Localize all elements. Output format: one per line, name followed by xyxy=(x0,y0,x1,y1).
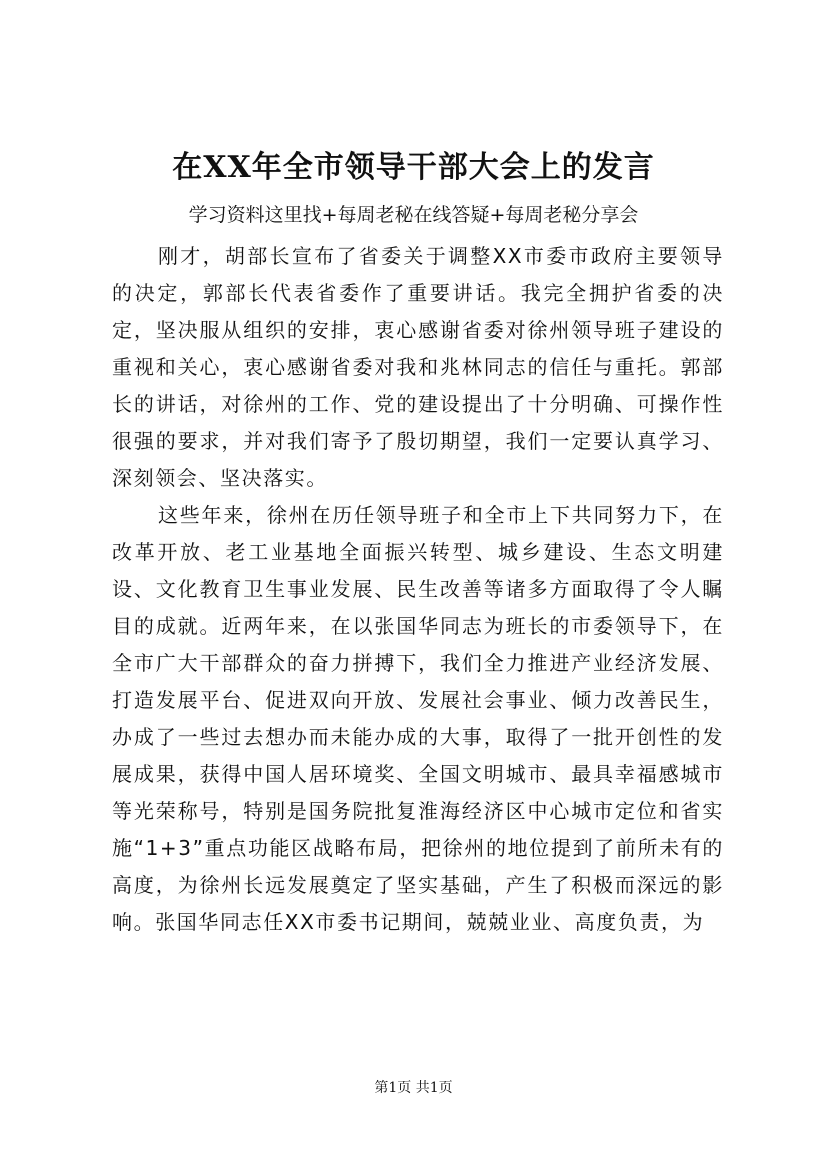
paragraph-2: 这些年来，徐州在历任领导班子和全市上下共同努力下，在改革开放、老工业基地全面振兴转型、城乡建设、生态文明建设、文化教育卫生事业发展、民生改善等诸多方面取得了令人瞩目的成就。近两年来，在以张国华同志为班长的市委领导下，在全市广大干部群众的奋力拼搏下，我们全力推进产业经济发展、打造发展平台、促进双向开放、发展社会事业、倾力改善民生，办成了一些过去想办而未能办成的大事，取得了一批开创性的发展成果，获得中国人居环境奖、全国文明城市、最具幸福感城市等光荣称号，特别是国务院批复淮海经济区中心城市定位和省实施“1+3”重点功能区战略布局，把徐州的地位提到了前所未有的高度，为徐州长远发展奠定了坚实基础，产生了积极而深远的影响。张国华同志任XX市委书记期间，兢兢业业、高度负责，为 xyxy=(112,503,724,934)
paragraph-1: 刚才，胡部长宣布了省委关于调整XX市委市政府主要领导的决定，郭部长代表省委作了重要讲话。我完全拥护省委的决定，坚决服从组织的安排，衷心感谢省委对徐州领导班子建设的重视和关心，衷心感谢省委对我和兆林同志的信任与重托。郭部长的讲话，对徐州的工作、党的建设提出了十分明确、可操作性很强的要求，并对我们寄予了殷切期望，我们一定要认真学习、深刻领会、坚决落实。 xyxy=(112,244,724,490)
document-subtitle: 学习资料这里找+每周老秘在线答疑+每周老秘分享会 xyxy=(188,204,639,226)
page-footer: 第1页 共1页 xyxy=(374,1080,453,1096)
document-title: 在XX年全市领导干部大会上的发言 xyxy=(172,150,655,185)
document-body xyxy=(112,238,724,941)
